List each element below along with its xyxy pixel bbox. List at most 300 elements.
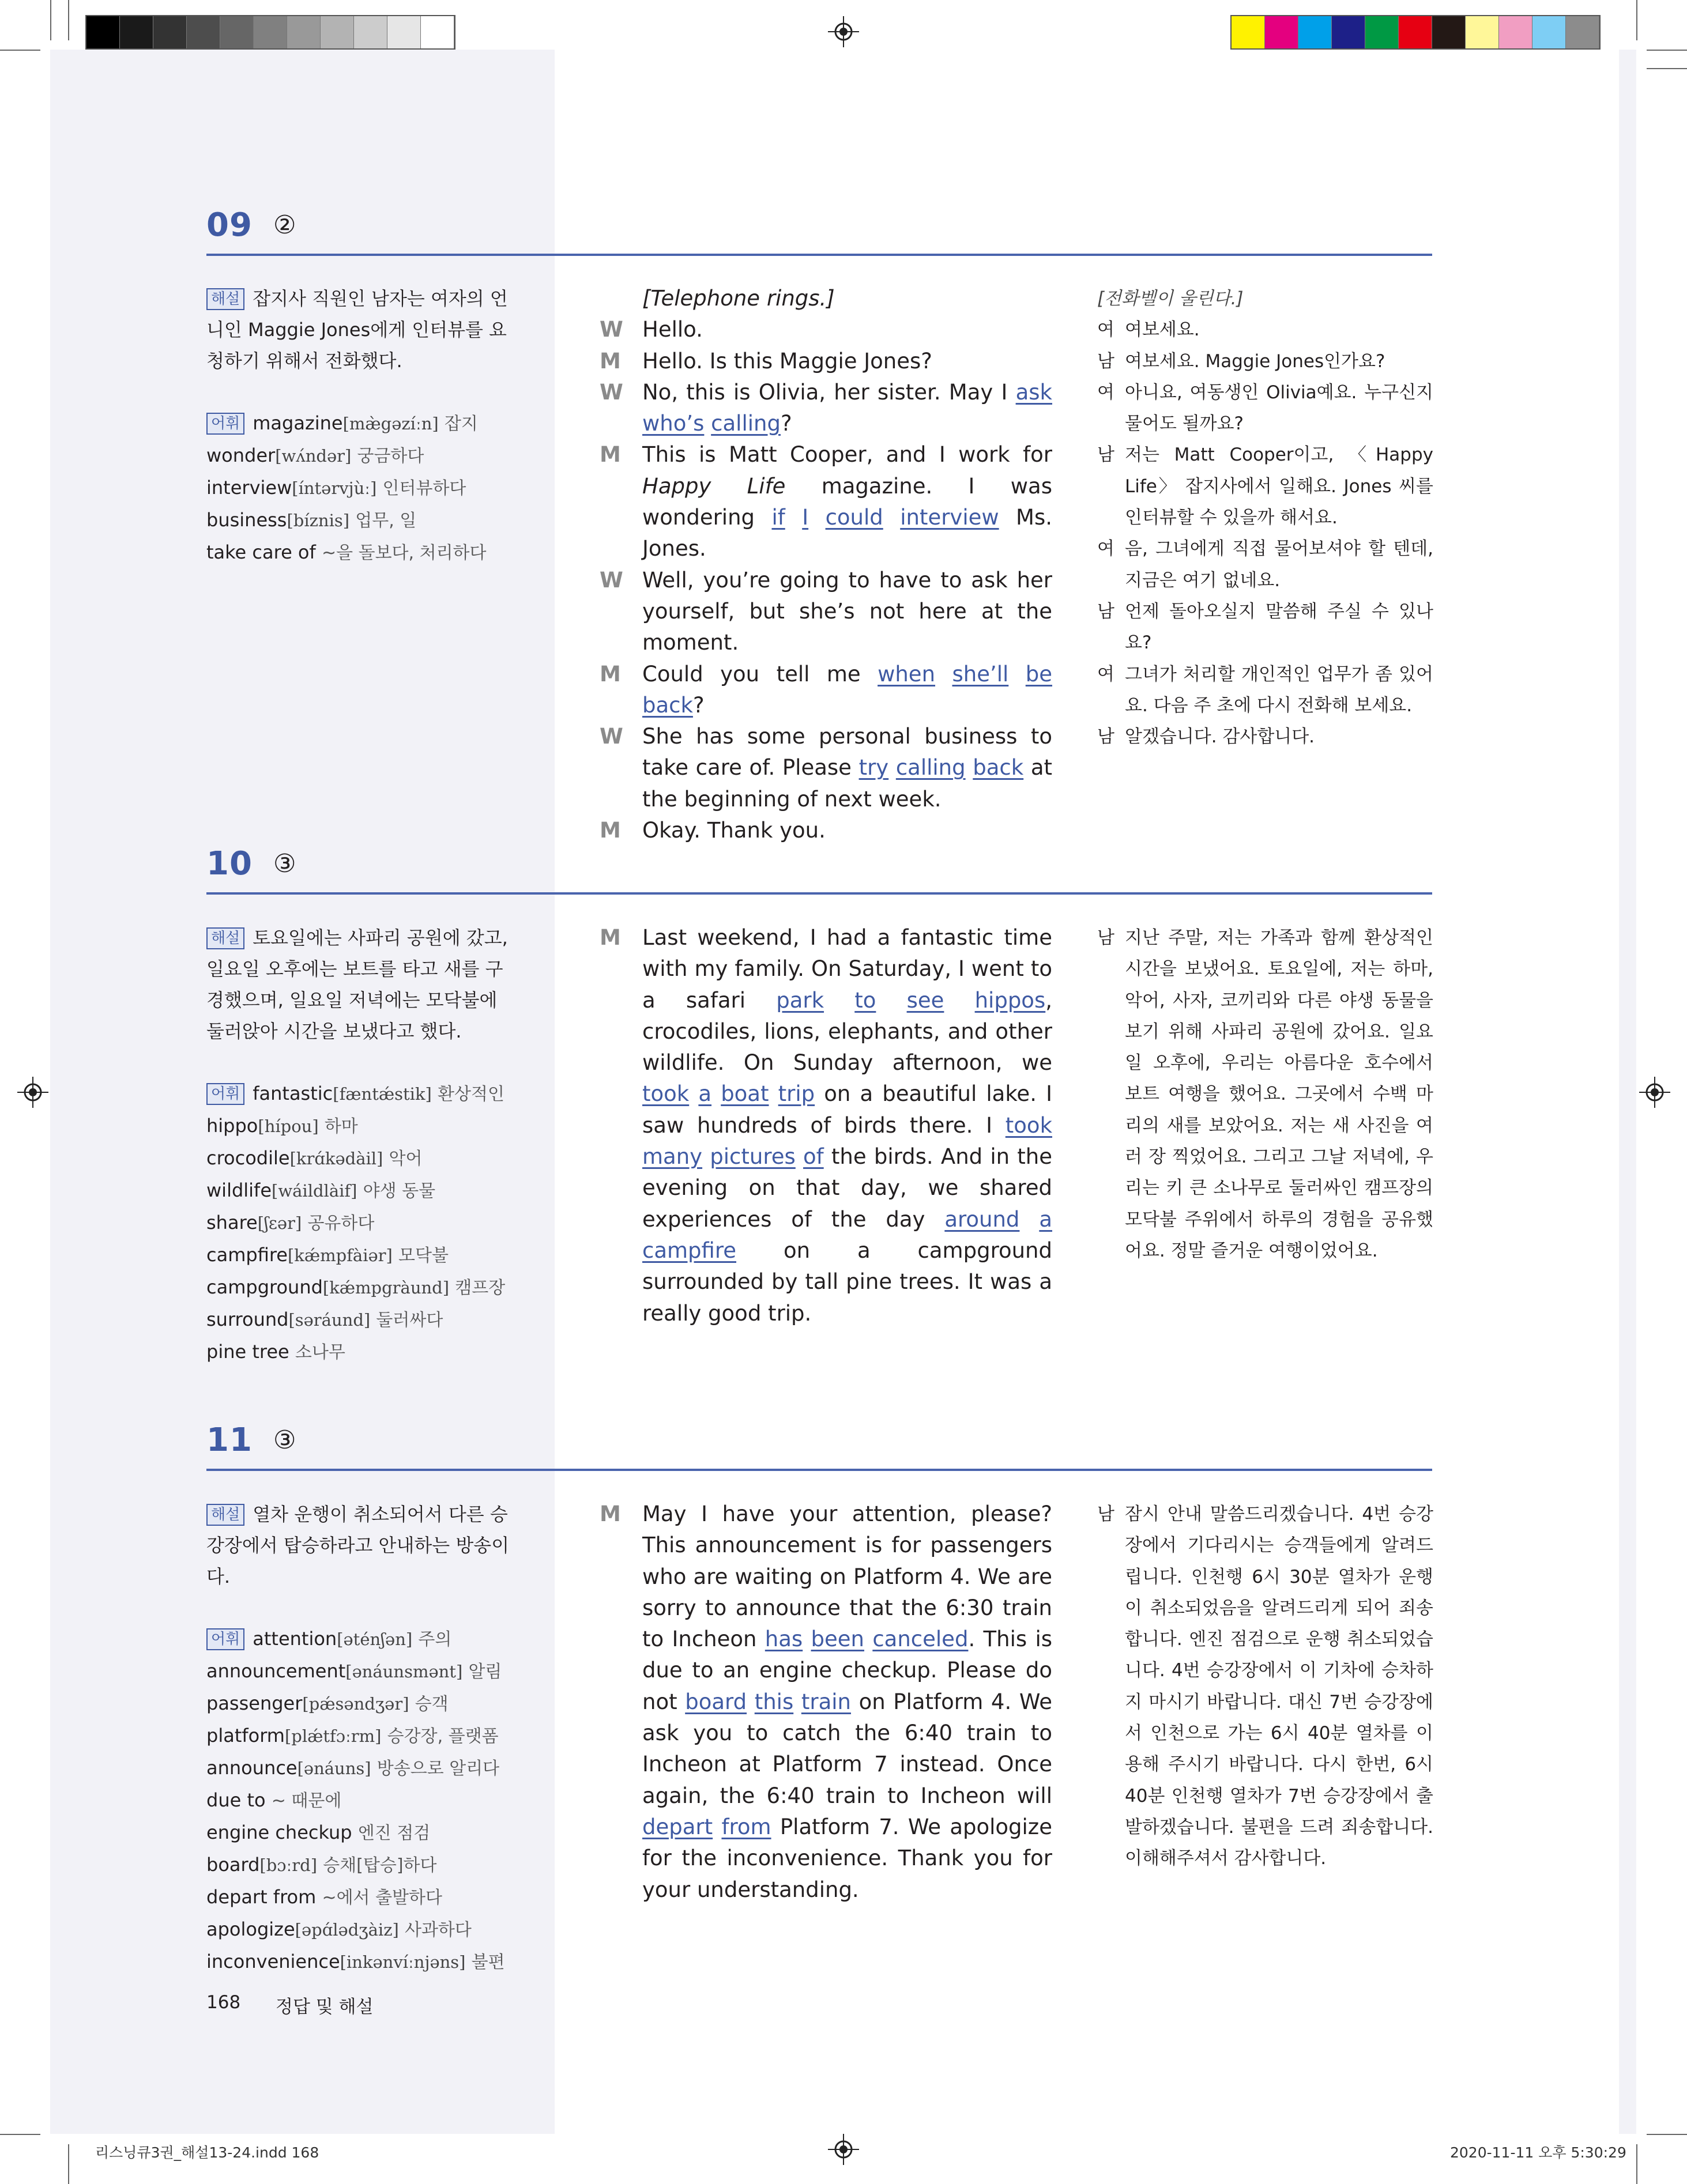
script-text bbox=[1019, 1207, 1039, 1232]
dictation-blank: she’ll bbox=[952, 661, 1009, 686]
crop-mark bbox=[68, 2144, 69, 2184]
question-number: 09 bbox=[206, 206, 253, 244]
speaker-label: M bbox=[600, 818, 621, 843]
script-text: Okay. Thank you. bbox=[642, 818, 826, 843]
italic-text: Happy Life bbox=[642, 473, 786, 499]
vocab-item bbox=[206, 408, 512, 440]
page-edge-strip bbox=[1619, 50, 1636, 2134]
vocab-word: engine checkup bbox=[206, 1821, 352, 1843]
vocab-ipa: [ʃɛər] bbox=[257, 1213, 302, 1233]
color-swatch bbox=[354, 16, 387, 48]
vocab-ipa: [fæntǽstik] bbox=[333, 1084, 432, 1104]
translation-text: 음, 그녀에게 직접 물어보셔야 할 텐데, 지금은 여기 없네요. bbox=[1125, 538, 1433, 591]
vocab-item bbox=[206, 1142, 512, 1175]
translation-text: 잠시 안내 말씀드리겠습니다. 4번 승강장에서 기다리시는 승객들에게 알려드립니다. 인천행 6시 30분 열차가 운행이 취소되었음을 알려드리게 되어 죄송합니다. 엔진 점검으로 운행 취소되었습니다. 4번 승강장에서 이 기차에 승차하지 마시기 바랍니다. 대신 7번 승강장에서 인천으로 가는 6시 40분 열차를 이용해 주시기 바랍니다. 다시 한번, 6시 40분 인천행 열차가 7번 승강장에서 출발하겠습니다. 불편을 드려 죄송합니다. 이해해주셔서 감사합니다. bbox=[1125, 1504, 1433, 1869]
script-text bbox=[769, 1081, 778, 1106]
process-color-bar bbox=[1230, 15, 1601, 50]
vocab-meaning: ~ 때문에 bbox=[271, 1791, 342, 1811]
script-text bbox=[796, 1144, 803, 1169]
vocab-item bbox=[206, 1272, 512, 1304]
vocab-meaning: 승강장, 플랫폼 bbox=[387, 1726, 499, 1747]
script-text: magazine. I was wondering bbox=[642, 473, 1052, 530]
registration-mark-bottom bbox=[828, 2134, 859, 2165]
vocab-list bbox=[206, 1078, 512, 1368]
color-swatch bbox=[421, 16, 454, 48]
explanation bbox=[206, 922, 512, 1047]
speaker-label: 남 bbox=[1097, 444, 1114, 466]
vocab-meaning: 소나무 bbox=[295, 1342, 345, 1363]
vocab-word: fantastic bbox=[253, 1082, 333, 1104]
script-text bbox=[883, 505, 900, 530]
vocab-word: hippo bbox=[206, 1115, 258, 1137]
vocab-word: attention bbox=[253, 1628, 337, 1650]
dictation-blank: pictures bbox=[710, 1144, 796, 1170]
vocab-item bbox=[206, 1239, 512, 1272]
script-line bbox=[600, 283, 1052, 314]
translation-text: 언제 돌아오실지 말씀해 주실 수 있나요? bbox=[1125, 601, 1433, 654]
script-text bbox=[747, 1689, 755, 1714]
vocab-item bbox=[206, 1304, 512, 1336]
dictation-blank: this bbox=[754, 1689, 794, 1714]
dictation-blank: calling bbox=[711, 411, 781, 436]
translation-line bbox=[1097, 721, 1433, 752]
speaker-label: 여 bbox=[1097, 663, 1114, 685]
vocab-item bbox=[206, 504, 512, 537]
script-text bbox=[702, 1144, 710, 1169]
dictation-blank: back bbox=[973, 755, 1024, 780]
english-script-10 bbox=[600, 922, 1052, 1329]
dictation-blank: hippos bbox=[974, 987, 1046, 1013]
crop-mark bbox=[0, 2134, 40, 2135]
color-swatch bbox=[254, 16, 287, 48]
korean-translation-09 bbox=[1097, 283, 1433, 752]
vocab-meaning: 불편 bbox=[471, 1952, 505, 1972]
explanation bbox=[206, 1499, 512, 1592]
sidebar-notes-09 bbox=[206, 283, 512, 569]
script-text bbox=[803, 1627, 811, 1651]
vocab-ipa: [səráund] bbox=[288, 1310, 371, 1330]
vocab-word: campground bbox=[206, 1276, 323, 1298]
dictation-blank: trip bbox=[778, 1081, 815, 1107]
vocab-tag: 어휘 bbox=[206, 413, 244, 435]
dictation-blank: back bbox=[642, 692, 693, 718]
speaker-label: 남 bbox=[1097, 927, 1114, 948]
crop-mark bbox=[50, 0, 51, 40]
color-swatch bbox=[1466, 16, 1499, 48]
question-number: 10 bbox=[206, 844, 253, 882]
translation-text: 지난 주말, 저는 가족과 함께 환상적인 시간을 보냈어요. 토요일에, 저는 하마, 악어, 사자, 코끼리와 다른 야생 동물을 보기 위해 사파리 공원에 갔어요. 일요일 오후에, 우리는 아름다운 호수에서 보트 여행을 했어요. 그곳에서 수백 마리의 새를 보았어요. 저는 새 사진을 여러 장 찍었어요. 그리고 그날 저녁에, 우리는 키 큰 소나무로 둘러싸인 캠프장의 모닥불 주위에서 하루의 경험을 공유했어요. 정말 즐거운 여행이었어요. bbox=[1125, 927, 1433, 1261]
translation-line bbox=[1097, 377, 1433, 440]
script-line bbox=[600, 565, 1052, 659]
vocab-word: pine tree bbox=[206, 1341, 289, 1363]
script-text: Well, you’re going to have to ask her yourself, but she’s not here at the moment. bbox=[642, 567, 1052, 655]
speaker-label: M bbox=[600, 348, 621, 374]
script-text: on a beautiful lake. I saw hundreds of birds there. I bbox=[642, 1081, 1052, 1138]
crop-mark bbox=[1647, 50, 1687, 51]
speaker-label: 여 bbox=[1097, 382, 1114, 403]
vocab-word: platform bbox=[206, 1725, 285, 1747]
dictation-blank: from bbox=[721, 1814, 771, 1839]
vocab-word: due to bbox=[206, 1789, 266, 1811]
translation-text: 그녀가 처리할 개인적인 업무가 좀 있어요. 다음 주 초에 다시 전화해 보세요. bbox=[1125, 663, 1433, 716]
korean-translation-10 bbox=[1097, 922, 1433, 1266]
explanation-tag: 해설 bbox=[206, 927, 244, 949]
english-script-09 bbox=[600, 283, 1052, 846]
vocab-word: inconvenience bbox=[206, 1951, 340, 1972]
vocab-word: wildlife bbox=[206, 1179, 272, 1201]
script-line bbox=[600, 314, 1052, 345]
color-swatch bbox=[220, 16, 254, 48]
question-10-header bbox=[206, 838, 296, 889]
dictation-blank: took bbox=[1005, 1112, 1052, 1138]
script-text bbox=[713, 1815, 721, 1839]
script-text bbox=[876, 988, 906, 1013]
script-line bbox=[600, 439, 1052, 564]
translation-text: 여보세요. Maggie Jones인가요? bbox=[1125, 350, 1385, 372]
section-divider bbox=[206, 254, 1432, 256]
translation-text: 알겠습니다. 감사합니다. bbox=[1125, 726, 1315, 748]
script-text bbox=[785, 505, 802, 530]
vocab-ipa: [krɑ́kədàil] bbox=[289, 1149, 383, 1168]
script-text: Could you tell me bbox=[642, 661, 878, 686]
script-line bbox=[600, 1499, 1052, 1906]
crop-mark bbox=[1647, 2134, 1687, 2135]
vocab-word: wonder bbox=[206, 444, 276, 466]
dictation-blank: board bbox=[685, 1689, 747, 1714]
translation-line bbox=[1097, 1499, 1433, 1874]
vocab-tag: 어휘 bbox=[206, 1083, 244, 1105]
vocab-word: crocodile bbox=[206, 1147, 290, 1169]
grayscale-color-bar bbox=[85, 15, 455, 50]
script-line bbox=[600, 346, 1052, 377]
vocab-word: announcement bbox=[206, 1660, 346, 1682]
color-swatch bbox=[153, 16, 187, 48]
vocab-word: announce bbox=[206, 1757, 298, 1779]
script-text bbox=[888, 755, 896, 780]
vocab-item bbox=[206, 1336, 512, 1368]
vocab-item bbox=[206, 1817, 512, 1849]
speaker-label: M bbox=[600, 661, 621, 686]
script-line bbox=[600, 922, 1052, 1329]
color-swatch bbox=[1298, 16, 1332, 48]
vocab-item bbox=[206, 537, 512, 569]
vocab-item bbox=[206, 1078, 512, 1110]
crop-mark bbox=[1636, 0, 1637, 40]
explanation bbox=[206, 283, 512, 376]
script-text: ? bbox=[692, 692, 705, 718]
vocab-ipa: [kǽmpfàiər] bbox=[287, 1246, 393, 1265]
vocab-list bbox=[206, 1623, 512, 1978]
translation-line bbox=[1097, 439, 1433, 533]
vocab-meaning: 승객 bbox=[415, 1694, 449, 1714]
dictation-blank: ask bbox=[1015, 379, 1052, 405]
dictation-blank: took bbox=[642, 1081, 690, 1107]
script-text: Hello. Is this Maggie Jones? bbox=[642, 348, 932, 374]
vocab-meaning: 둘러싸다 bbox=[376, 1310, 443, 1330]
answer-choice: ③ bbox=[273, 1425, 296, 1455]
script-text: Platform 7. We apologize for the inconvenience. Thank you for your understanding. bbox=[642, 1814, 1052, 1902]
vocab-word: interview bbox=[206, 477, 292, 499]
dictation-blank: canceled bbox=[872, 1627, 969, 1652]
dictation-blank: of bbox=[803, 1144, 824, 1170]
translation-line bbox=[1097, 596, 1433, 659]
dictation-blank: when bbox=[878, 661, 936, 686]
color-swatch bbox=[120, 16, 153, 48]
script-text bbox=[966, 755, 973, 780]
speaker-label: M bbox=[600, 925, 621, 950]
vocab-item bbox=[206, 1623, 512, 1655]
vocab-ipa: [plǽtfɔːrm] bbox=[284, 1726, 382, 1746]
vocab-ipa: [inkənvíːnjəns] bbox=[340, 1952, 466, 1972]
registration-mark-top bbox=[828, 16, 859, 47]
color-swatch bbox=[387, 16, 421, 48]
vocab-meaning: 캠프장 bbox=[455, 1278, 506, 1298]
translation-line bbox=[1097, 283, 1433, 314]
speaker-label: 남 bbox=[1097, 601, 1114, 622]
dictation-blank: a bbox=[698, 1081, 712, 1107]
korean-translation-11 bbox=[1097, 1499, 1433, 1874]
color-swatch bbox=[1532, 16, 1566, 48]
vocab-tag: 어휘 bbox=[206, 1628, 244, 1650]
dictation-blank: has bbox=[765, 1627, 803, 1652]
vocab-word: depart from bbox=[206, 1886, 317, 1908]
vocab-meaning: 주의 bbox=[418, 1629, 452, 1650]
vocab-meaning: 방송으로 알리다 bbox=[376, 1759, 500, 1779]
dictation-blank: if bbox=[771, 505, 785, 530]
crop-mark bbox=[1636, 2144, 1637, 2184]
color-swatch bbox=[1265, 16, 1298, 48]
dictation-blank: a bbox=[1039, 1206, 1052, 1232]
english-script-11 bbox=[600, 1499, 1052, 1906]
script-text: at the beginning of next week. bbox=[642, 755, 1053, 812]
vocab-ipa: [wʌ́ndər] bbox=[275, 446, 352, 466]
script-text bbox=[704, 411, 711, 436]
script-text: May I have your attention, please? This announcement is for passengers who are waiting on Platform 4. We are sorry to announce that the 6:30 train to Incheon bbox=[642, 1502, 1052, 1652]
explanation-text: 토요일에는 사파리 공원에 갔고, 일요일 오후에는 보트를 타고 새를 구경했으며, 일요일 저녁에는 모닥불에 둘러앉아 시간을 보냈다고 했다. bbox=[206, 927, 508, 1042]
vocab-meaning: 하마 bbox=[324, 1116, 358, 1137]
script-text bbox=[689, 1081, 698, 1106]
translation-line bbox=[1097, 314, 1433, 345]
answer-choice: ③ bbox=[273, 848, 296, 878]
crop-mark bbox=[68, 0, 69, 40]
dictation-blank: could bbox=[825, 505, 883, 530]
answer-choice: ② bbox=[273, 210, 296, 240]
translation-line bbox=[1097, 533, 1433, 596]
vocab-ipa: [bɔːrd] bbox=[259, 1855, 318, 1875]
vocab-meaning: 잡지 bbox=[444, 414, 478, 434]
vocab-word: share bbox=[206, 1212, 258, 1234]
translation-line bbox=[1097, 922, 1433, 1266]
script-text: This is Matt Cooper, and I work for bbox=[642, 442, 1052, 467]
speaker-label: 남 bbox=[1097, 726, 1114, 748]
vocab-word: take care of bbox=[206, 541, 316, 563]
vocab-item bbox=[206, 472, 512, 504]
color-swatch bbox=[321, 16, 354, 48]
color-swatch bbox=[1332, 16, 1365, 48]
dictation-blank: try bbox=[858, 755, 889, 780]
script-text: on Platform 4. We ask you to catch the 6:40 train to Incheon at Platform 7 instead. Once again, the 6:40 train to Incheon will bbox=[642, 1689, 1053, 1808]
vocab-list bbox=[206, 408, 512, 569]
script-text: Hello. bbox=[642, 317, 703, 342]
speaker-label: W bbox=[600, 317, 623, 342]
vocab-item bbox=[206, 1914, 512, 1946]
speaker-label: M bbox=[600, 1502, 621, 1526]
registration-mark-right bbox=[1639, 1077, 1670, 1108]
script-text: . This is due to an engine checkup. Please do not bbox=[642, 1627, 1053, 1714]
speaker-label: 여 bbox=[1097, 319, 1114, 341]
vocab-item bbox=[206, 1207, 512, 1239]
translation-text: 여보세요. bbox=[1125, 319, 1200, 341]
dictation-blank: many bbox=[642, 1144, 703, 1170]
translation-text: [전화벨이 울린다.] bbox=[1097, 288, 1244, 309]
vocab-item bbox=[206, 1849, 512, 1881]
script-text bbox=[935, 662, 952, 686]
translation-line bbox=[1097, 659, 1433, 722]
dictation-blank: calling bbox=[895, 755, 966, 780]
dictation-blank: train bbox=[801, 1689, 851, 1714]
script-text bbox=[793, 1689, 801, 1714]
dictation-blank: interview bbox=[900, 505, 999, 530]
vocab-word: apologize bbox=[206, 1918, 295, 1940]
speaker-label: W bbox=[600, 567, 623, 593]
vocab-word: board bbox=[206, 1854, 260, 1876]
vocab-ipa: [mæ̀gəzíːn] bbox=[342, 414, 439, 433]
registration-mark-left bbox=[17, 1077, 48, 1108]
script-text bbox=[864, 1627, 872, 1651]
script-text: She has some personal business to take care of. Please bbox=[642, 724, 1052, 780]
slug-file-name: 리스닝큐3권_해설13-24.indd 168 bbox=[95, 2144, 319, 2161]
dictation-blank: who’s bbox=[642, 411, 705, 436]
vocab-word: magazine bbox=[253, 412, 343, 434]
script-line bbox=[600, 721, 1052, 815]
vocab-word: passenger bbox=[206, 1692, 303, 1714]
vocab-ipa: [íntərvjùː] bbox=[292, 478, 377, 498]
translation-line bbox=[1097, 346, 1433, 377]
vocab-word: business bbox=[206, 509, 287, 531]
explanation-tag: 해설 bbox=[206, 1504, 244, 1526]
translation-text: 저는 Matt Cooper이고, 〈Happy Life〉 잡지사에서 일해요. Jones 씨를 인터뷰할 수 있을까 해서요. bbox=[1125, 444, 1433, 529]
vocab-ipa: [ənáuns] bbox=[297, 1759, 371, 1778]
translation-text: 아니요, 여동생인 Olivia예요. 누구신지 물어도 될까요? bbox=[1125, 382, 1433, 435]
vocab-ipa: [wáildlàif] bbox=[272, 1181, 357, 1201]
script-text: the birds. And in the evening on that day, we shared experiences of the day bbox=[642, 1144, 1053, 1232]
dictation-blank: see bbox=[906, 987, 944, 1013]
vocab-ipa: [kǽmpgràund] bbox=[322, 1278, 450, 1297]
speaker-label: W bbox=[600, 724, 623, 749]
dictation-blank: I bbox=[802, 505, 809, 530]
vocab-meaning: 궁금하다 bbox=[357, 446, 424, 466]
script-text: No, this is Olivia, her sister. May I bbox=[642, 379, 1016, 405]
question-11-header bbox=[206, 1414, 296, 1466]
section-divider bbox=[206, 1469, 1432, 1471]
sidebar-notes-10 bbox=[206, 922, 512, 1368]
vocab-ipa: [əpɑ́lədʒàiz] bbox=[295, 1920, 399, 1940]
vocab-meaning: 사과하다 bbox=[404, 1920, 472, 1940]
question-09-header bbox=[206, 199, 296, 251]
script-line bbox=[600, 815, 1052, 846]
dictation-blank: depart bbox=[642, 1814, 713, 1839]
vocab-item bbox=[206, 1688, 512, 1720]
italic-text: [Telephone rings.] bbox=[642, 286, 835, 311]
script-text: on a campground surrounded by tall pine trees. It was a really good trip. bbox=[642, 1238, 1052, 1326]
explanation-tag: 해설 bbox=[206, 288, 244, 310]
vocab-meaning: 모닥불 bbox=[398, 1246, 449, 1266]
speaker-label: W bbox=[600, 379, 623, 405]
vocab-item bbox=[206, 1881, 512, 1914]
speaker-label: 남 bbox=[1097, 350, 1114, 372]
script-text: Ms. Jones. bbox=[642, 505, 1053, 561]
vocab-item bbox=[206, 1175, 512, 1207]
speaker-label: 여 bbox=[1097, 538, 1114, 560]
script-text: , crocodiles, lions, elephants, and other wildlife. On Sunday afternoon, we bbox=[642, 987, 1052, 1076]
dictation-blank: been bbox=[811, 1627, 864, 1652]
crop-mark bbox=[1647, 68, 1687, 69]
script-text bbox=[1008, 662, 1025, 686]
script-text bbox=[808, 505, 825, 530]
vocab-meaning: ~에서 출발하다 bbox=[322, 1888, 442, 1908]
dictation-blank: to bbox=[854, 987, 876, 1013]
script-text bbox=[824, 988, 854, 1013]
script-line bbox=[600, 659, 1052, 722]
section-divider bbox=[206, 892, 1432, 895]
script-text bbox=[944, 988, 974, 1013]
page-number: 168 bbox=[206, 1992, 241, 2013]
vocab-item bbox=[206, 1110, 512, 1142]
speaker-label: M bbox=[600, 442, 621, 467]
dictation-blank: boat bbox=[721, 1081, 769, 1107]
vocab-ipa: [ənáunsmənt] bbox=[345, 1662, 463, 1681]
vocab-meaning: 엔진 점검 bbox=[357, 1823, 431, 1843]
color-swatch bbox=[1232, 16, 1265, 48]
color-swatch bbox=[287, 16, 321, 48]
explanation-text: 잡지사 직원인 남자는 여자의 언니인 Maggie Jones에게 인터뷰를 요청하기 위해서 전화했다. bbox=[206, 288, 508, 372]
vocab-meaning: 업무, 일 bbox=[355, 511, 417, 531]
color-swatch bbox=[1365, 16, 1399, 48]
color-swatch bbox=[1432, 16, 1466, 48]
vocab-meaning: 환상적인 bbox=[438, 1084, 504, 1104]
vocab-meaning: 인터뷰하다 bbox=[382, 478, 466, 499]
dictation-blank: be bbox=[1025, 661, 1052, 686]
color-swatch bbox=[1399, 16, 1432, 48]
script-text bbox=[711, 1081, 721, 1106]
color-swatch bbox=[187, 16, 220, 48]
explanation-text: 열차 운행이 취소되어서 다른 승강장에서 탑승하라고 안내하는 방송이다. bbox=[206, 1503, 510, 1587]
question-number: 11 bbox=[206, 1421, 253, 1459]
crop-mark bbox=[0, 50, 40, 51]
vocab-meaning: 승채[탑승]하다 bbox=[323, 1855, 437, 1876]
sidebar-notes-11 bbox=[206, 1499, 512, 1978]
vocab-item bbox=[206, 1655, 512, 1688]
vocab-meaning: 알림 bbox=[468, 1662, 502, 1682]
vocab-ipa: [pǽsəndʒər] bbox=[302, 1694, 409, 1714]
dictation-blank: campfire bbox=[642, 1238, 737, 1263]
script-text: Last weekend, I had a fantastic time with my family. On Saturday, I went to a safari bbox=[642, 925, 1052, 1013]
vocab-item bbox=[206, 1752, 512, 1785]
vocab-meaning: 공유하다 bbox=[307, 1213, 375, 1234]
vocab-ipa: [əténʃən] bbox=[337, 1629, 413, 1649]
vocab-item bbox=[206, 1946, 512, 1978]
vocab-item bbox=[206, 1785, 512, 1817]
vocab-word: campfire bbox=[206, 1244, 288, 1266]
vocab-meaning: ~을 돌보다, 처리하다 bbox=[321, 543, 487, 563]
slug-timestamp: 2020-11-11 오후 5:30:29 bbox=[1450, 2144, 1626, 2161]
vocab-item bbox=[206, 440, 512, 472]
vocab-word: surround bbox=[206, 1308, 289, 1330]
vocab-meaning: 악어 bbox=[389, 1149, 423, 1169]
vocab-meaning: 야생 동물 bbox=[363, 1181, 436, 1201]
vocab-item bbox=[206, 1720, 512, 1752]
footer-title: 정답 및 해설 bbox=[276, 1997, 374, 2017]
